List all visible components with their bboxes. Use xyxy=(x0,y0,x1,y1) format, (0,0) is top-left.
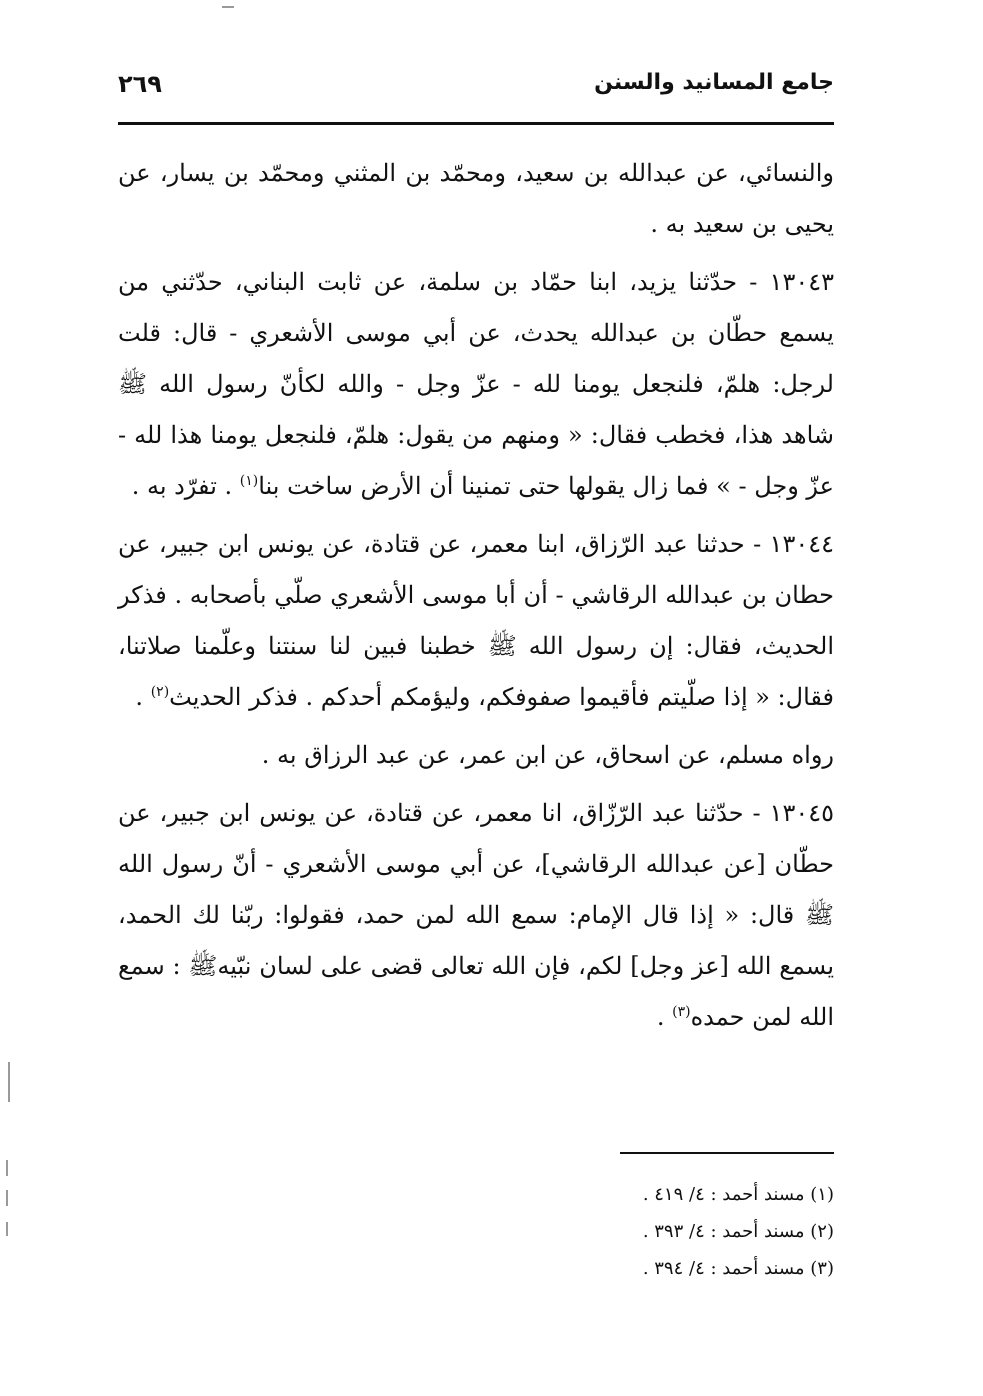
scan-artifact-mark xyxy=(222,6,234,8)
footnote-reference: (٣) xyxy=(672,1004,691,1020)
page-number: ٢٦٩ xyxy=(118,70,162,98)
scan-artifact-mark xyxy=(6,1222,8,1236)
paragraph-text: . xyxy=(656,1003,673,1031)
hadith-13043 xyxy=(118,257,834,512)
footnote-reference: (١) xyxy=(239,473,259,489)
paragraph-text: . xyxy=(135,683,151,711)
paragraph xyxy=(118,730,834,781)
scan-artifact-mark xyxy=(6,1190,8,1206)
paragraph-text: رواه مسلم، عن اسحاق، عن ابن عمر، عن عبد الرزاق به . xyxy=(261,741,834,769)
paragraph-text: ١٣٠٤٣ - حدّثنا يزيد، ابنا حمّاد بن سلمة، عن ثابت البناني، حدّثني من يسمع حطّان بن عبدالله يحدث، عن أبي موسى الأشعري - قال: قلت لرجل: هلمّ، فلنجعل يومنا لله - عزّ وجل - والله لكأنّ رسول الله ﷺ شاهد هذا، فخطب فقال: « ومنهم من يقول: هلمّ، فلنجعل يومنا هذا لله - عزّ وجل - » فما زال يقولها حتى تمنينا أن الأرض ساخت بنا xyxy=(118,268,834,500)
header-rule xyxy=(118,122,834,125)
paragraph-text: . تفرّد به . xyxy=(131,472,240,500)
scan-artifact-mark xyxy=(8,1062,10,1102)
paragraph xyxy=(118,148,834,250)
footnote-rule xyxy=(620,1152,834,1154)
hadith-13045 xyxy=(118,788,834,1043)
scan-artifact-mark xyxy=(6,1160,8,1176)
paragraph-text: والنسائي، عن عبدالله بن سعيد، ومحمّد بن المثني ومحمّد بن يسار، عن يحيى بن سعيد به . xyxy=(118,159,834,238)
paragraph-text: ١٣٠٤٥ - حدّثنا عبد الرّزّاق، انا معمر، عن قتادة، عن يونس ابن جبير، عن حطّان [عن عبدالله الرقاشي]، عن أبي موسى الأشعري - أنّ رسول الله ﷺ قال: « إذا قال الإمام: سمع الله لمن حمد، فقولوا: ربّنا لك الحمد، يسمع الله [عز وجل] لكم، فإن الله تعالى قضى على لسان نبّيهﷺ : سمع الله لمن حمده xyxy=(118,799,835,1031)
footnote-item: (٣) مسند أحمد : ٤/ ٣٩٤ . xyxy=(642,1258,834,1279)
running-title: جامع المسانيد والسنن xyxy=(594,70,834,95)
footnote-reference: (٢) xyxy=(150,684,170,700)
main-text xyxy=(118,148,834,1050)
footnote-item: (١) مسند أحمد : ٤/ ٤١٩ . xyxy=(642,1184,834,1205)
footnote-item: (٢) مسند أحمد : ٤/ ٣٩٣ . xyxy=(642,1221,834,1242)
footnotes xyxy=(500,1176,834,1287)
hadith-13044 xyxy=(118,519,834,723)
paragraph-text: ١٣٠٤٤ - حدثنا عبد الرّزاق، ابنا معمر، عن قتادة، عن يونس ابن جبير، عن حطان بن عبدالله الرقاشي - أن أبا موسى الأشعري صلّي بأصحابه . فذكر الحديث، فقال: إن رسول الله ﷺ خطبنا فبين لنا سنتنا وعلّمنا صلاتنا، فقال: « إذا صلّيتم فأقيموا صفوفكم، وليؤمكم أحدكم . فذكر الحديث xyxy=(118,530,834,711)
page-header xyxy=(118,66,834,120)
